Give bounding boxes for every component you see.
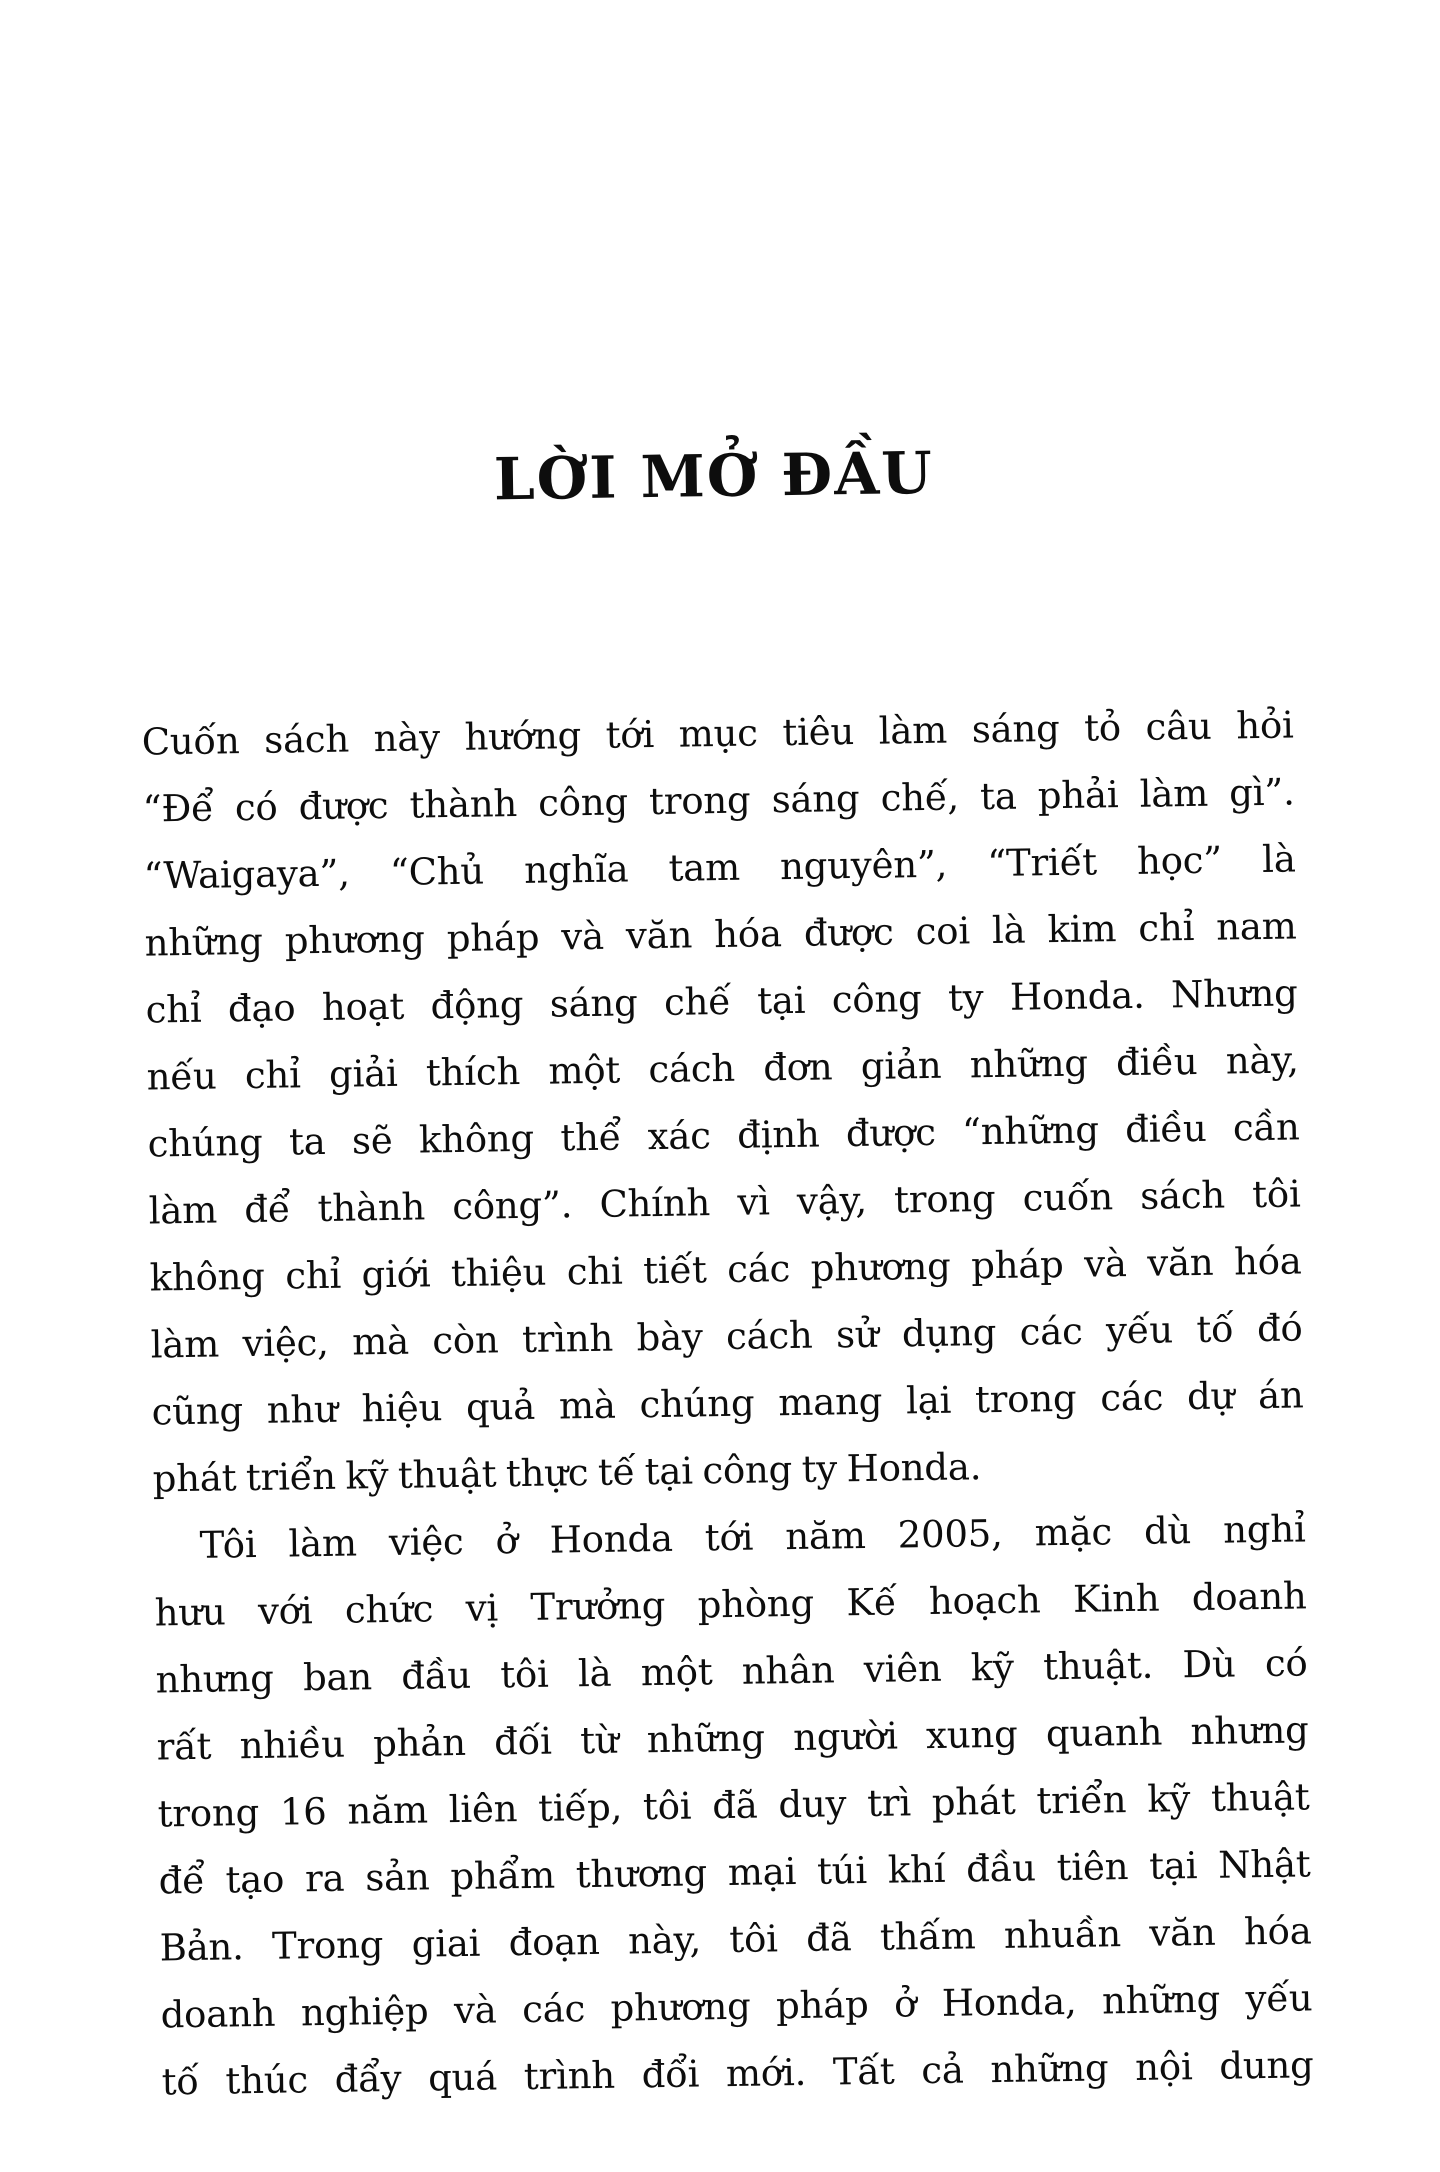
body-text [141,692,1314,2116]
text-line: chúng ta sẽ không thể xác định được “những điều cần [147,1105,1300,1166]
paragraph [153,1495,1314,2115]
text-line: phát triển kỹ thuật thực tế tại công ty Honda. [152,1445,982,1501]
text-line: những phương pháp và văn hóa được coi là kim chỉ nam [144,904,1297,965]
text-line: Cuốn sách này hướng tới mục tiêu làm sáng tỏ câu hỏi [141,703,1294,764]
text-line: nếu chỉ giải thích một cách đơn giản những điều này, [146,1038,1299,1099]
text-line: Bản. Trong giai đoạn này, tôi đã thấm nhuần văn hóa [159,1909,1312,1970]
text-line: “Để có được thành công trong sáng chế, ta phải làm gì”. [142,770,1295,831]
text-line: hưu với chức vị Trưởng phòng Kế hoạch Kinh doanh [154,1574,1307,1635]
text-line: cũng như hiệu quả mà chúng mang lại trong các dự án [151,1373,1304,1434]
text-line: “Waigaya”, “Chủ nghĩa tam nguyên”, “Triết học” là [143,837,1296,898]
text-line: để tạo ra sản phẩm thương mại túi khí đầu tiên tại Nhật [158,1842,1311,1903]
page-content [131,0,1314,2115]
page-title: LỜI MỞ ĐẦU [493,438,935,514]
text-line: không chỉ giới thiệu chi tiết các phương pháp và văn hóa [149,1239,1302,1300]
text-line: tố thúc đẩy quá trình đổi mới. Tất cả những nội dung [161,2043,1314,2104]
text-line: rất nhiều phản đối từ những người xung quanh nhưng [156,1708,1309,1769]
text-line: nhưng ban đầu tôi là một nhân viên kỹ thuật. Dù có [155,1641,1308,1702]
text-line: Tôi làm việc ở Honda tới năm 2005, mặc dù nghỉ [199,1507,1306,1567]
text-line: trong 16 năm liên tiếp, tôi đã duy trì phát triển kỹ thuật [157,1775,1310,1836]
text-line: doanh nghiệp và các phương pháp ở Honda, những yếu [160,1976,1313,2037]
text-line: làm để thành công”. Chính vì vậy, trong cuốn sách tôi [148,1172,1301,1233]
text-line: chỉ đạo hoạt động sáng chế tại công ty Honda. Nhưng [145,971,1298,1032]
text-line: làm việc, mà còn trình bày cách sử dụng các yếu tố đó [150,1306,1303,1367]
paragraph [141,692,1305,1513]
